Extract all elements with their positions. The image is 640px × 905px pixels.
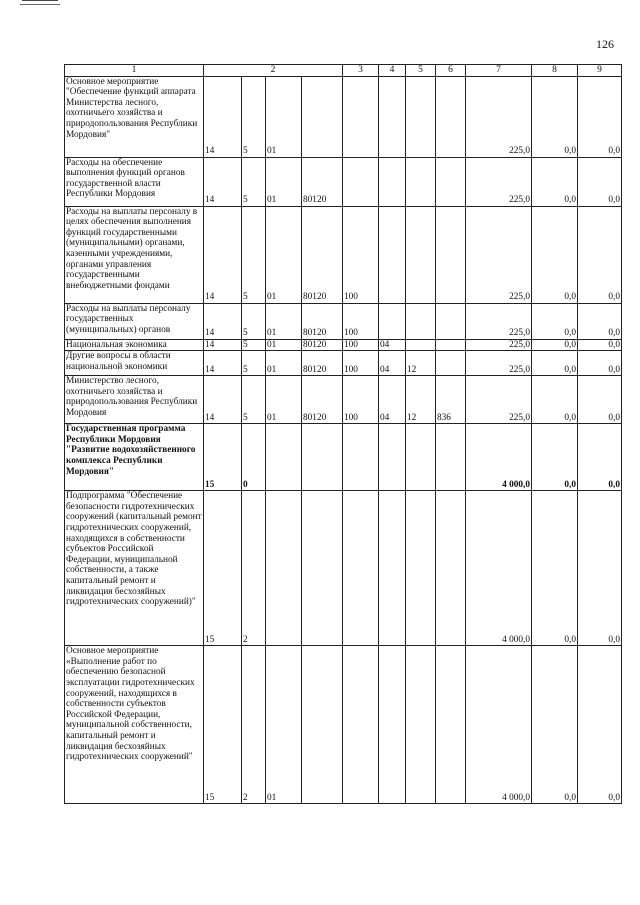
amount-col-7: 225,0 <box>466 206 532 303</box>
row-name: Расходы на обеспечение выполнения функций органов государственной власти Республики Мордовия <box>65 157 204 206</box>
code-ministry <box>436 76 466 157</box>
table-row <box>65 339 622 351</box>
code-direction <box>302 491 343 646</box>
header-col-3: 3 <box>343 65 379 77</box>
amount-col-9: 0,0 <box>578 206 622 303</box>
header-col-2: 2 <box>204 65 343 77</box>
code-ministry: 836 <box>436 376 466 424</box>
scan-top-rule <box>22 0 58 1</box>
header-col-6: 6 <box>436 65 466 77</box>
row-name: Другие вопросы в области национальной экономики <box>65 351 204 376</box>
code-event: 01 <box>266 76 302 157</box>
table-row <box>65 646 622 804</box>
code-subsection <box>406 206 436 303</box>
code-program: 15 <box>204 646 242 804</box>
code-subsection <box>406 491 436 646</box>
code-expense-type <box>343 491 379 646</box>
code-expense-type: 100 <box>343 376 379 424</box>
code-ministry <box>436 339 466 351</box>
code-expense-type <box>343 646 379 804</box>
amount-col-7: 225,0 <box>466 303 532 339</box>
amount-col-9: 0,0 <box>578 339 622 351</box>
amount-col-8: 0,0 <box>532 491 578 646</box>
code-direction: 80120 <box>302 206 343 303</box>
code-subsection <box>406 157 436 206</box>
amount-col-8: 0,0 <box>532 303 578 339</box>
code-subprogram: 5 <box>242 351 266 376</box>
code-subprogram: 5 <box>242 76 266 157</box>
row-name: Подпрограмма "Обеспечение безопасности гидротехнических сооружений (капитальный ремонт гидротехнических сооружений, находящихся в собственности субъектов Российской Федерации, муниципальной собственности, а также капитальный ремонт и ликвидация бесхозяйных гидротехнических сооружений)" <box>65 491 204 646</box>
amount-col-7: 225,0 <box>466 76 532 157</box>
amount-col-7: 225,0 <box>466 339 532 351</box>
row-name: Основное мероприятие «Выполнение работ по обеспечению безопасной эксплуатации гидротехнических сооружений, находящихся в собственности субъектов Российской Федерации, муниципальной собственности, капитальный ремонт и ликвидация бесхозяйных гидротехнических сооружений" <box>65 646 204 804</box>
amount-col-7: 4 000,0 <box>466 424 532 491</box>
code-event: 01 <box>266 646 302 804</box>
page-number: 126 <box>596 37 614 51</box>
code-expense-type: 100 <box>343 206 379 303</box>
code-subprogram: 5 <box>242 339 266 351</box>
code-subprogram: 0 <box>242 424 266 491</box>
code-subprogram: 2 <box>242 646 266 804</box>
row-name: Министерство лесного, охотничьего хозяйства и природопользования Республики Мордовия <box>65 376 204 424</box>
code-section: 04 <box>379 376 406 424</box>
code-event: 01 <box>266 303 302 339</box>
code-ministry <box>436 491 466 646</box>
code-ministry <box>436 157 466 206</box>
amount-col-7: 4 000,0 <box>466 646 532 804</box>
code-section <box>379 646 406 804</box>
amount-col-7: 225,0 <box>466 157 532 206</box>
code-direction: 80120 <box>302 376 343 424</box>
code-event: 01 <box>266 157 302 206</box>
amount-col-9: 0,0 <box>578 424 622 491</box>
table-row <box>65 376 622 424</box>
code-program: 14 <box>204 339 242 351</box>
code-program: 14 <box>204 76 242 157</box>
header-col-7: 7 <box>466 65 532 77</box>
row-name: Национальная экономика <box>65 339 204 351</box>
table-row <box>65 303 622 339</box>
amount-col-9: 0,0 <box>578 303 622 339</box>
code-subsection <box>406 339 436 351</box>
amount-col-8: 0,0 <box>532 646 578 804</box>
code-subsection <box>406 76 436 157</box>
code-subprogram: 5 <box>242 376 266 424</box>
header-col-1: 1 <box>65 65 204 77</box>
code-event: 01 <box>266 339 302 351</box>
code-program: 14 <box>204 351 242 376</box>
amount-col-8: 0,0 <box>532 351 578 376</box>
code-event: 01 <box>266 351 302 376</box>
code-expense-type <box>343 76 379 157</box>
code-direction <box>302 646 343 804</box>
amount-col-8: 0,0 <box>532 157 578 206</box>
scan-top-rule-secondary <box>20 4 60 5</box>
code-event: 01 <box>266 206 302 303</box>
code-program: 14 <box>204 376 242 424</box>
code-subprogram: 2 <box>242 491 266 646</box>
code-direction: 80120 <box>302 157 343 206</box>
code-program: 14 <box>204 157 242 206</box>
amount-col-7: 225,0 <box>466 376 532 424</box>
code-section <box>379 303 406 339</box>
code-section <box>379 76 406 157</box>
row-name: Государственная программа Республики Мордовия "Развитие водохозяйственного комплекса Республики Мордовия" <box>65 424 204 491</box>
amount-col-9: 0,0 <box>578 76 622 157</box>
code-section <box>379 491 406 646</box>
code-section: 04 <box>379 351 406 376</box>
code-expense-type <box>343 424 379 491</box>
code-subprogram: 5 <box>242 206 266 303</box>
amount-col-8: 0,0 <box>532 424 578 491</box>
code-subprogram: 5 <box>242 157 266 206</box>
code-section <box>379 206 406 303</box>
code-direction <box>302 76 343 157</box>
amount-col-7: 4 000,0 <box>466 491 532 646</box>
table-row <box>65 491 622 646</box>
code-subprogram: 5 <box>242 303 266 339</box>
code-program: 14 <box>204 206 242 303</box>
code-ministry <box>436 206 466 303</box>
code-expense-type: 100 <box>343 339 379 351</box>
code-direction: 80120 <box>302 351 343 376</box>
code-ministry <box>436 424 466 491</box>
code-subsection: 12 <box>406 376 436 424</box>
amount-col-8: 0,0 <box>532 76 578 157</box>
code-subsection: 12 <box>406 351 436 376</box>
code-event <box>266 424 302 491</box>
row-name: Расходы на выплаты персоналу в целях обеспечения выполнения функций государственными (муниципальными) органами, казенными учреждениями, органами управления государственными внебюджетными фондами <box>65 206 204 303</box>
budget-table <box>64 64 622 804</box>
code-section: 04 <box>379 339 406 351</box>
amount-col-8: 0,0 <box>532 376 578 424</box>
header-col-4: 4 <box>379 65 406 77</box>
amount-col-8: 0,0 <box>532 339 578 351</box>
code-event <box>266 491 302 646</box>
code-program: 14 <box>204 303 242 339</box>
code-event: 01 <box>266 376 302 424</box>
table-row <box>65 76 622 157</box>
code-ministry <box>436 303 466 339</box>
amount-col-9: 0,0 <box>578 157 622 206</box>
code-subsection <box>406 424 436 491</box>
code-program: 15 <box>204 424 242 491</box>
code-direction <box>302 424 343 491</box>
table-row <box>65 157 622 206</box>
code-section <box>379 424 406 491</box>
code-direction: 80120 <box>302 303 343 339</box>
header-row <box>65 65 622 77</box>
amount-col-9: 0,0 <box>578 491 622 646</box>
code-section <box>379 157 406 206</box>
code-expense-type <box>343 157 379 206</box>
code-ministry <box>436 646 466 804</box>
code-program: 15 <box>204 491 242 646</box>
table-row <box>65 424 622 491</box>
header-col-8: 8 <box>532 65 578 77</box>
code-expense-type: 100 <box>343 303 379 339</box>
code-ministry <box>436 351 466 376</box>
table-row <box>65 206 622 303</box>
amount-col-8: 0,0 <box>532 206 578 303</box>
amount-col-9: 0,0 <box>578 351 622 376</box>
header-col-5: 5 <box>406 65 436 77</box>
amount-col-7: 225,0 <box>466 351 532 376</box>
header-col-9: 9 <box>578 65 622 77</box>
amount-col-9: 0,0 <box>578 376 622 424</box>
code-direction: 80120 <box>302 339 343 351</box>
row-name: Основное мероприятие "Обеспечение функций аппарата Министерства лесного, охотничьего хозяйства и природопользования Республики Мордовия" <box>65 76 204 157</box>
row-name: Расходы на выплаты персоналу государственных (муниципальных) органов <box>65 303 204 339</box>
amount-col-9: 0,0 <box>578 646 622 804</box>
code-subsection <box>406 646 436 804</box>
code-expense-type: 100 <box>343 351 379 376</box>
table-row <box>65 351 622 376</box>
code-subsection <box>406 303 436 339</box>
